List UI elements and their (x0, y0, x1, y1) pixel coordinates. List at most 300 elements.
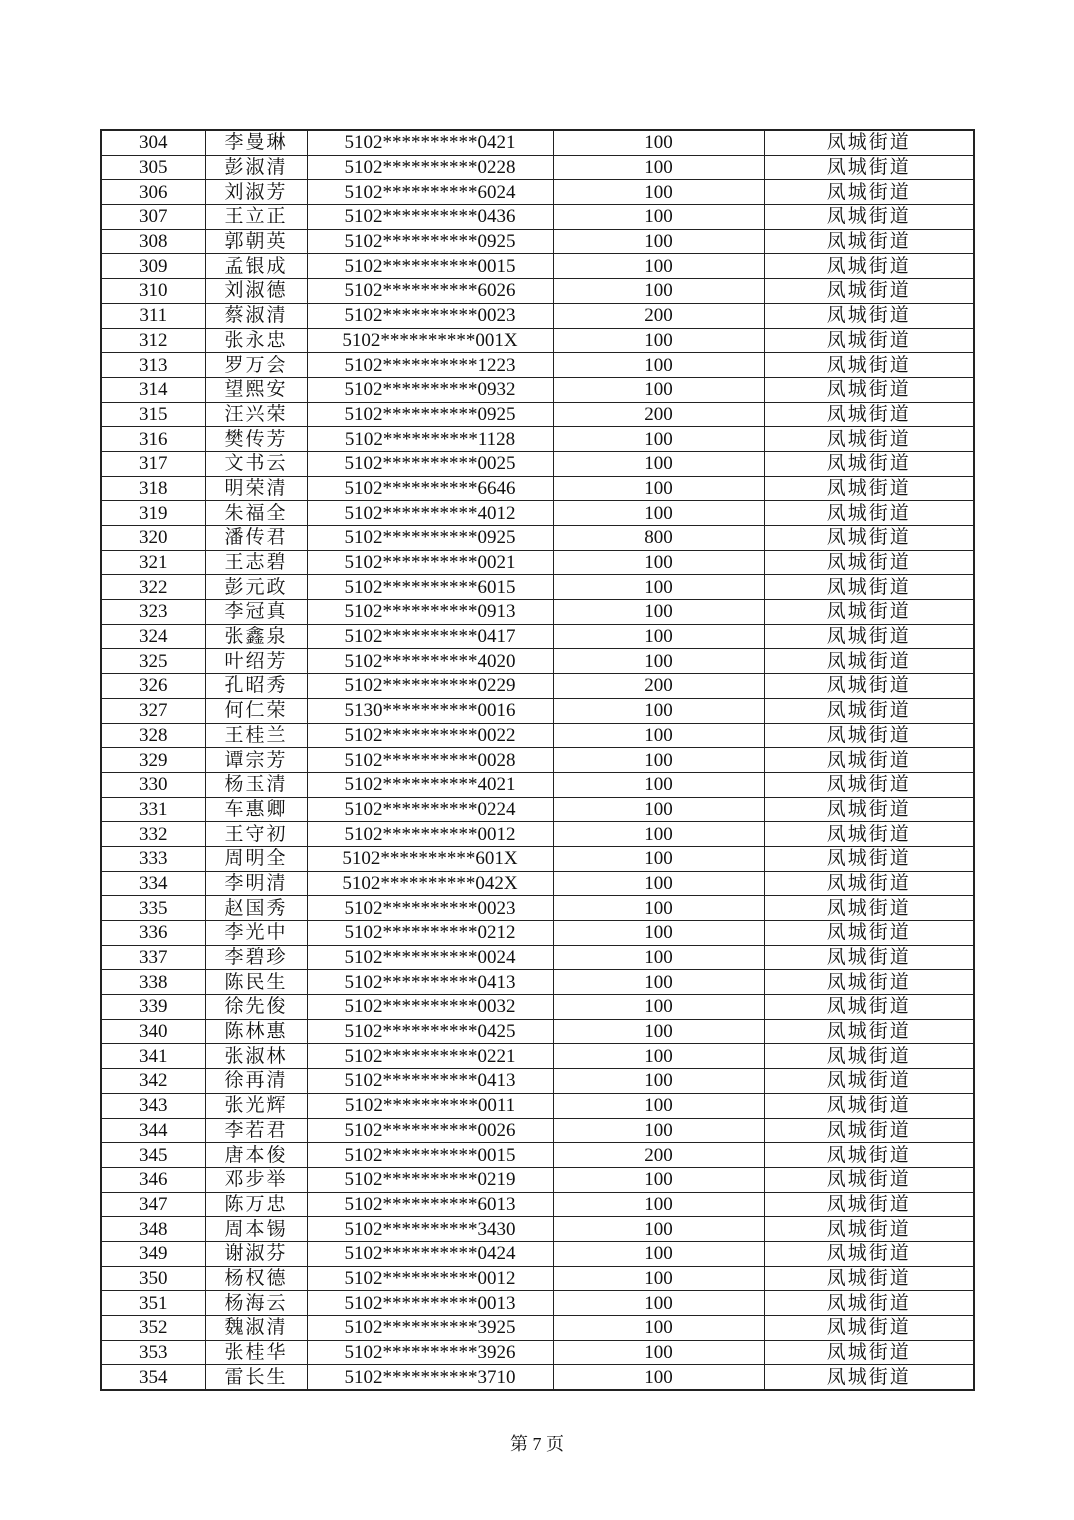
person-name-cell: 刘淑芳 (205, 180, 307, 205)
subdistrict-cell: 凤城街道 (764, 1093, 974, 1118)
amount-cell: 100 (553, 1217, 764, 1242)
id-number-cell: 5102**********0425 (307, 1019, 553, 1044)
table-row (101, 328, 974, 353)
person-name-cell: 王志碧 (205, 550, 307, 575)
amount-cell: 100 (553, 896, 764, 921)
subdistrict-cell: 凤城街道 (764, 797, 974, 822)
person-name-cell: 李若君 (205, 1118, 307, 1143)
subdistrict-cell: 凤城街道 (764, 846, 974, 871)
table-row (101, 155, 974, 180)
amount-cell: 100 (553, 1340, 764, 1365)
person-name-cell: 张鑫泉 (205, 624, 307, 649)
person-name-cell: 叶绍芳 (205, 649, 307, 674)
id-number-cell: 5102**********601X (307, 846, 553, 871)
id-number-cell: 5102**********0932 (307, 377, 553, 402)
row-number-cell: 344 (101, 1118, 205, 1143)
table-row (101, 1241, 974, 1266)
id-number-cell: 5102**********0421 (307, 130, 553, 155)
person-name-cell: 赵国秀 (205, 896, 307, 921)
roster-body (101, 130, 974, 1390)
subdistrict-cell: 凤城街道 (764, 328, 974, 353)
subdistrict-cell: 凤城街道 (764, 1019, 974, 1044)
subdistrict-cell: 凤城街道 (764, 526, 974, 551)
subdistrict-cell: 凤城街道 (764, 1266, 974, 1291)
amount-cell: 100 (553, 155, 764, 180)
id-number-cell: 5102**********6015 (307, 575, 553, 600)
subdistrict-cell: 凤城街道 (764, 748, 974, 773)
amount-cell: 100 (553, 279, 764, 304)
row-number-cell: 341 (101, 1044, 205, 1069)
subdistrict-cell: 凤城街道 (764, 180, 974, 205)
table-row (101, 1316, 974, 1341)
subdistrict-cell: 凤城街道 (764, 575, 974, 600)
table-row (101, 945, 974, 970)
amount-cell: 100 (553, 550, 764, 575)
row-number-cell: 310 (101, 279, 205, 304)
row-number-cell: 307 (101, 205, 205, 230)
amount-cell: 100 (553, 205, 764, 230)
row-number-cell: 342 (101, 1069, 205, 1094)
subdistrict-cell: 凤城街道 (764, 995, 974, 1020)
person-name-cell: 罗万会 (205, 353, 307, 378)
id-number-cell: 5102**********0013 (307, 1291, 553, 1316)
row-number-cell: 335 (101, 896, 205, 921)
row-number-cell: 318 (101, 476, 205, 501)
subdistrict-cell: 凤城街道 (764, 921, 974, 946)
amount-cell: 800 (553, 526, 764, 551)
amount-cell: 100 (553, 427, 764, 452)
roster-table (100, 129, 975, 1391)
person-name-cell: 彭元政 (205, 575, 307, 600)
subdistrict-cell: 凤城街道 (764, 624, 974, 649)
amount-cell: 100 (553, 229, 764, 254)
amount-cell: 200 (553, 303, 764, 328)
table-row (101, 353, 974, 378)
id-number-cell: 5102**********0424 (307, 1241, 553, 1266)
person-name-cell: 刘淑德 (205, 279, 307, 304)
table-row (101, 1118, 974, 1143)
amount-cell: 100 (553, 995, 764, 1020)
id-number-cell: 5102**********0026 (307, 1118, 553, 1143)
table-row (101, 748, 974, 773)
amount-cell: 100 (553, 353, 764, 378)
amount-cell: 100 (553, 1093, 764, 1118)
person-name-cell: 唐本俊 (205, 1143, 307, 1168)
table-row (101, 575, 974, 600)
id-number-cell: 5102**********1128 (307, 427, 553, 452)
person-name-cell: 陈林惠 (205, 1019, 307, 1044)
amount-cell: 100 (553, 1167, 764, 1192)
amount-cell: 100 (553, 945, 764, 970)
person-name-cell: 杨权德 (205, 1266, 307, 1291)
amount-cell: 200 (553, 1143, 764, 1168)
table-row (101, 402, 974, 427)
amount-cell: 100 (553, 451, 764, 476)
row-number-cell: 329 (101, 748, 205, 773)
id-number-cell: 5102**********042X (307, 871, 553, 896)
table-row (101, 1093, 974, 1118)
amount-cell: 100 (553, 698, 764, 723)
person-name-cell: 王桂兰 (205, 723, 307, 748)
person-name-cell: 谢淑芬 (205, 1241, 307, 1266)
row-number-cell: 323 (101, 600, 205, 625)
subdistrict-cell: 凤城街道 (764, 600, 974, 625)
person-name-cell: 朱福全 (205, 501, 307, 526)
amount-cell: 100 (553, 1069, 764, 1094)
person-name-cell: 陈民生 (205, 970, 307, 995)
row-number-cell: 343 (101, 1093, 205, 1118)
row-number-cell: 346 (101, 1167, 205, 1192)
row-number-cell: 325 (101, 649, 205, 674)
id-number-cell: 5102**********0023 (307, 303, 553, 328)
table-row (101, 649, 974, 674)
amount-cell: 100 (553, 1291, 764, 1316)
id-number-cell: 5102**********3710 (307, 1365, 553, 1390)
amount-cell: 100 (553, 822, 764, 847)
person-name-cell: 杨玉清 (205, 772, 307, 797)
amount-cell: 100 (553, 377, 764, 402)
row-number-cell: 333 (101, 846, 205, 871)
row-number-cell: 339 (101, 995, 205, 1020)
amount-cell: 100 (553, 1019, 764, 1044)
amount-cell: 100 (553, 575, 764, 600)
subdistrict-cell: 凤城街道 (764, 229, 974, 254)
subdistrict-cell: 凤城街道 (764, 130, 974, 155)
table-row (101, 624, 974, 649)
id-number-cell: 5102**********6013 (307, 1192, 553, 1217)
person-name-cell: 魏淑清 (205, 1316, 307, 1341)
amount-cell: 100 (553, 921, 764, 946)
subdistrict-cell: 凤城街道 (764, 402, 974, 427)
amount-cell: 100 (553, 1044, 764, 1069)
subdistrict-cell: 凤城街道 (764, 377, 974, 402)
id-number-cell: 5102**********6646 (307, 476, 553, 501)
id-number-cell: 5102**********0229 (307, 674, 553, 699)
subdistrict-cell: 凤城街道 (764, 723, 974, 748)
subdistrict-cell: 凤城街道 (764, 254, 974, 279)
person-name-cell: 李冠真 (205, 600, 307, 625)
id-number-cell: 5102**********001X (307, 328, 553, 353)
person-name-cell: 郭朝英 (205, 229, 307, 254)
person-name-cell: 徐再清 (205, 1069, 307, 1094)
row-number-cell: 306 (101, 180, 205, 205)
table-row (101, 1291, 974, 1316)
table-row (101, 970, 974, 995)
subdistrict-cell: 凤城街道 (764, 303, 974, 328)
table-row (101, 180, 974, 205)
person-name-cell: 望熙安 (205, 377, 307, 402)
id-number-cell: 5102**********0413 (307, 1069, 553, 1094)
table-row (101, 921, 974, 946)
person-name-cell: 李光中 (205, 921, 307, 946)
person-name-cell: 车惠卿 (205, 797, 307, 822)
person-name-cell: 周明全 (205, 846, 307, 871)
id-number-cell: 5102**********3925 (307, 1316, 553, 1341)
subdistrict-cell: 凤城街道 (764, 205, 974, 230)
subdistrict-cell: 凤城街道 (764, 1192, 974, 1217)
person-name-cell: 李碧珍 (205, 945, 307, 970)
person-name-cell: 张永忠 (205, 328, 307, 353)
id-number-cell: 5102**********0925 (307, 229, 553, 254)
table-row (101, 723, 974, 748)
id-number-cell: 5102**********4012 (307, 501, 553, 526)
row-number-cell: 322 (101, 575, 205, 600)
row-number-cell: 348 (101, 1217, 205, 1242)
amount-cell: 100 (553, 1266, 764, 1291)
row-number-cell: 354 (101, 1365, 205, 1390)
id-number-cell: 5102**********3926 (307, 1340, 553, 1365)
person-name-cell: 张桂华 (205, 1340, 307, 1365)
table-row (101, 1019, 974, 1044)
subdistrict-cell: 凤城街道 (764, 1217, 974, 1242)
row-number-cell: 315 (101, 402, 205, 427)
table-row (101, 1192, 974, 1217)
table-row (101, 674, 974, 699)
person-name-cell: 陈万忠 (205, 1192, 307, 1217)
row-number-cell: 352 (101, 1316, 205, 1341)
id-number-cell: 5130**********0016 (307, 698, 553, 723)
subdistrict-cell: 凤城街道 (764, 353, 974, 378)
table-row (101, 1069, 974, 1094)
amount-cell: 200 (553, 402, 764, 427)
id-number-cell: 5102**********0028 (307, 748, 553, 773)
id-number-cell: 5102**********0913 (307, 600, 553, 625)
amount-cell: 100 (553, 846, 764, 871)
amount-cell: 100 (553, 501, 764, 526)
page-number: 第 7 页 (510, 1434, 564, 1454)
table-row (101, 451, 974, 476)
row-number-cell: 351 (101, 1291, 205, 1316)
person-name-cell: 蔡淑清 (205, 303, 307, 328)
person-name-cell: 潘传君 (205, 526, 307, 551)
amount-cell: 200 (553, 674, 764, 699)
subdistrict-cell: 凤城街道 (764, 501, 974, 526)
table-row (101, 303, 974, 328)
subdistrict-cell: 凤城街道 (764, 1167, 974, 1192)
person-name-cell: 孔昭秀 (205, 674, 307, 699)
id-number-cell: 5102**********0228 (307, 155, 553, 180)
id-number-cell: 5102**********3430 (307, 1217, 553, 1242)
amount-cell: 100 (553, 772, 764, 797)
subdistrict-cell: 凤城街道 (764, 674, 974, 699)
subdistrict-cell: 凤城街道 (764, 427, 974, 452)
amount-cell: 100 (553, 328, 764, 353)
subdistrict-cell: 凤城街道 (764, 649, 974, 674)
subdistrict-cell: 凤城街道 (764, 1143, 974, 1168)
person-name-cell: 文书云 (205, 451, 307, 476)
row-number-cell: 328 (101, 723, 205, 748)
amount-cell: 100 (553, 1365, 764, 1390)
row-number-cell: 334 (101, 871, 205, 896)
amount-cell: 100 (553, 254, 764, 279)
row-number-cell: 321 (101, 550, 205, 575)
id-number-cell: 5102**********4020 (307, 649, 553, 674)
person-name-cell: 孟银成 (205, 254, 307, 279)
row-number-cell: 305 (101, 155, 205, 180)
id-number-cell: 5102**********6026 (307, 279, 553, 304)
id-number-cell: 5102**********0436 (307, 205, 553, 230)
amount-cell: 100 (553, 1192, 764, 1217)
row-number-cell: 304 (101, 130, 205, 155)
person-name-cell: 徐先俊 (205, 995, 307, 1020)
person-name-cell: 何仁荣 (205, 698, 307, 723)
row-number-cell: 324 (101, 624, 205, 649)
id-number-cell: 5102**********0925 (307, 526, 553, 551)
amount-cell: 100 (553, 1241, 764, 1266)
person-name-cell: 李明清 (205, 871, 307, 896)
subdistrict-cell: 凤城街道 (764, 155, 974, 180)
table-row (101, 229, 974, 254)
table-row (101, 772, 974, 797)
table-row (101, 1143, 974, 1168)
person-name-cell: 李曼琳 (205, 130, 307, 155)
row-number-cell: 319 (101, 501, 205, 526)
row-number-cell: 316 (101, 427, 205, 452)
amount-cell: 100 (553, 748, 764, 773)
subdistrict-cell: 凤城街道 (764, 1241, 974, 1266)
amount-cell: 100 (553, 1118, 764, 1143)
row-number-cell: 327 (101, 698, 205, 723)
person-name-cell: 王守初 (205, 822, 307, 847)
person-name-cell: 王立正 (205, 205, 307, 230)
row-number-cell: 326 (101, 674, 205, 699)
amount-cell: 100 (553, 130, 764, 155)
table-row (101, 279, 974, 304)
id-number-cell: 5102**********0022 (307, 723, 553, 748)
person-name-cell: 杨海云 (205, 1291, 307, 1316)
row-number-cell: 330 (101, 772, 205, 797)
row-number-cell: 337 (101, 945, 205, 970)
subdistrict-cell: 凤城街道 (764, 451, 974, 476)
id-number-cell: 5102**********0212 (307, 921, 553, 946)
id-number-cell: 5102**********0023 (307, 896, 553, 921)
table-row (101, 501, 974, 526)
id-number-cell: 5102**********0015 (307, 1143, 553, 1168)
subdistrict-cell: 凤城街道 (764, 698, 974, 723)
subdistrict-cell: 凤城街道 (764, 1365, 974, 1390)
subdistrict-cell: 凤城街道 (764, 1044, 974, 1069)
table-row (101, 698, 974, 723)
subdistrict-cell: 凤城街道 (764, 871, 974, 896)
row-number-cell: 347 (101, 1192, 205, 1217)
person-name-cell: 明荣清 (205, 476, 307, 501)
amount-cell: 100 (553, 476, 764, 501)
table-row (101, 1167, 974, 1192)
row-number-cell: 336 (101, 921, 205, 946)
table-row (101, 130, 974, 155)
amount-cell: 100 (553, 871, 764, 896)
subdistrict-cell: 凤城街道 (764, 1340, 974, 1365)
id-number-cell: 5102**********4021 (307, 772, 553, 797)
table-row (101, 846, 974, 871)
id-number-cell: 5102**********0925 (307, 402, 553, 427)
person-name-cell: 樊传芳 (205, 427, 307, 452)
subdistrict-cell: 凤城街道 (764, 945, 974, 970)
person-name-cell: 彭淑清 (205, 155, 307, 180)
id-number-cell: 5102**********0224 (307, 797, 553, 822)
person-name-cell: 汪兴荣 (205, 402, 307, 427)
table-row (101, 600, 974, 625)
table-row (101, 1365, 974, 1390)
id-number-cell: 5102**********1223 (307, 353, 553, 378)
row-number-cell: 314 (101, 377, 205, 402)
table-row (101, 896, 974, 921)
table-row (101, 476, 974, 501)
person-name-cell: 周本锡 (205, 1217, 307, 1242)
row-number-cell: 332 (101, 822, 205, 847)
id-number-cell: 5102**********0021 (307, 550, 553, 575)
id-number-cell: 5102**********0012 (307, 822, 553, 847)
row-number-cell: 308 (101, 229, 205, 254)
row-number-cell: 312 (101, 328, 205, 353)
amount-cell: 100 (553, 600, 764, 625)
amount-cell: 100 (553, 180, 764, 205)
row-number-cell: 311 (101, 303, 205, 328)
table-row (101, 1044, 974, 1069)
row-number-cell: 353 (101, 1340, 205, 1365)
table-row (101, 377, 974, 402)
subdistrict-cell: 凤城街道 (764, 822, 974, 847)
amount-cell: 100 (553, 649, 764, 674)
person-name-cell: 谭宗芳 (205, 748, 307, 773)
id-number-cell: 5102**********0417 (307, 624, 553, 649)
table-row (101, 550, 974, 575)
subdistrict-cell: 凤城街道 (764, 896, 974, 921)
table-row (101, 1266, 974, 1291)
id-number-cell: 5102**********0011 (307, 1093, 553, 1118)
row-number-cell: 345 (101, 1143, 205, 1168)
row-number-cell: 313 (101, 353, 205, 378)
subdistrict-cell: 凤城街道 (764, 1291, 974, 1316)
id-number-cell: 5102**********0221 (307, 1044, 553, 1069)
id-number-cell: 5102**********0024 (307, 945, 553, 970)
subdistrict-cell: 凤城街道 (764, 476, 974, 501)
amount-cell: 100 (553, 723, 764, 748)
person-name-cell: 邓步举 (205, 1167, 307, 1192)
row-number-cell: 350 (101, 1266, 205, 1291)
subdistrict-cell: 凤城街道 (764, 1316, 974, 1341)
row-number-cell: 309 (101, 254, 205, 279)
subdistrict-cell: 凤城街道 (764, 772, 974, 797)
person-name-cell: 雷长生 (205, 1365, 307, 1390)
table-row (101, 1217, 974, 1242)
table-row (101, 797, 974, 822)
table-row (101, 526, 974, 551)
table-row (101, 427, 974, 452)
row-number-cell: 340 (101, 1019, 205, 1044)
id-number-cell: 5102**********0219 (307, 1167, 553, 1192)
subdistrict-cell: 凤城街道 (764, 550, 974, 575)
id-number-cell: 5102**********0015 (307, 254, 553, 279)
table-row (101, 254, 974, 279)
person-name-cell: 张光辉 (205, 1093, 307, 1118)
amount-cell: 100 (553, 797, 764, 822)
id-number-cell: 5102**********0413 (307, 970, 553, 995)
id-number-cell: 5102**********0025 (307, 451, 553, 476)
amount-cell: 100 (553, 970, 764, 995)
table-row (101, 822, 974, 847)
subdistrict-cell: 凤城街道 (764, 279, 974, 304)
row-number-cell: 331 (101, 797, 205, 822)
row-number-cell: 349 (101, 1241, 205, 1266)
amount-cell: 100 (553, 1316, 764, 1341)
table-row (101, 205, 974, 230)
row-number-cell: 320 (101, 526, 205, 551)
id-number-cell: 5102**********0032 (307, 995, 553, 1020)
id-number-cell: 5102**********0012 (307, 1266, 553, 1291)
amount-cell: 100 (553, 624, 764, 649)
row-number-cell: 338 (101, 970, 205, 995)
